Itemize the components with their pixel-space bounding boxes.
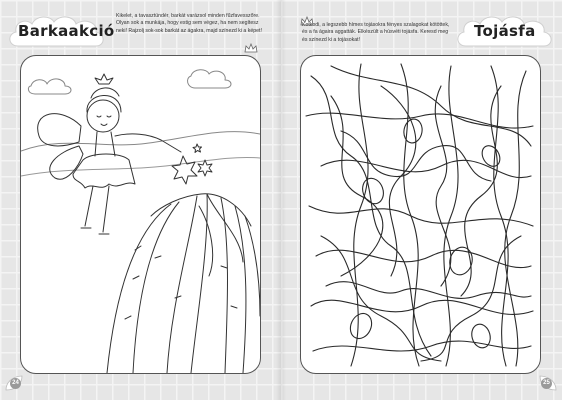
fairy-illustration-frame: [20, 55, 261, 374]
tangled-egg-tree-illustration: [301, 56, 540, 373]
left-page-number: 24: [10, 378, 21, 389]
right-page-number: 25: [541, 378, 552, 389]
left-page-title: Barkaakció: [18, 22, 115, 40]
left-page-intro: Kikelet, a tavasztündér, barkát varázsol minden fűzfavesszőre. Olyan sok a munkája, hogy estig sem végez, ha nem segítesz neki! Rajzolj sok-sok barkát az ágakra, majd színezd ki a képet!: [116, 13, 262, 34]
page-gutter: [276, 0, 286, 400]
right-page-title: Tojásfa: [474, 22, 536, 40]
fairy-illustration: [21, 56, 260, 373]
egg-tree-frame: [300, 55, 541, 374]
right-page-intro: Kotkodi, a legszebb hímes tojásokra fényes szalagokat kötöttek, és a fa ágaira aggatták. Elkészült a húsvéti tojásfa. Keresd meg és színezd ki a tojásokat!: [302, 22, 450, 43]
